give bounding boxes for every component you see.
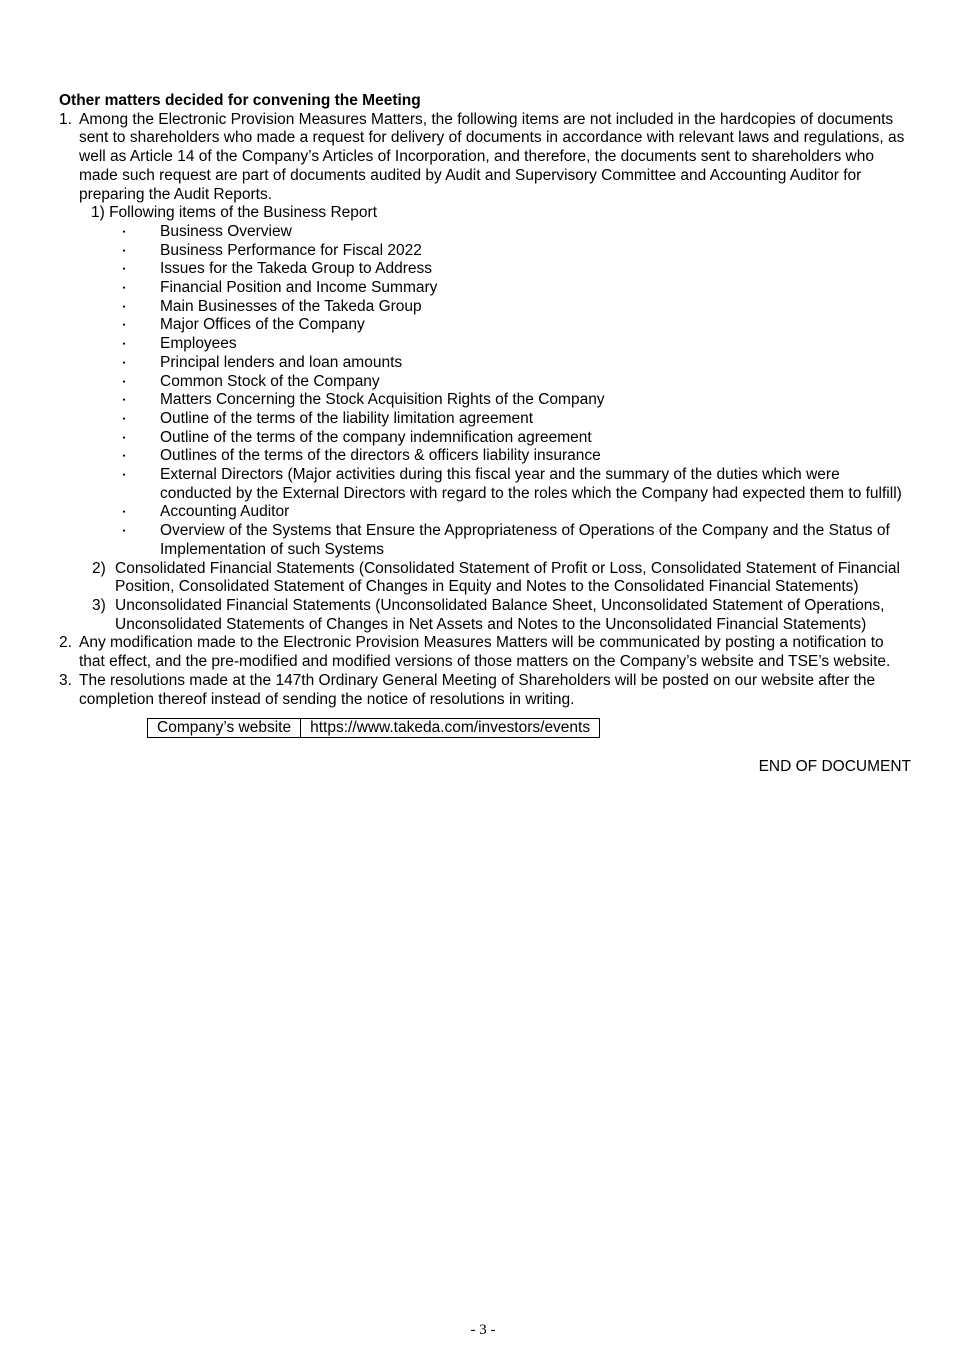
sub-item-number: 2) (92, 559, 106, 577)
item-number: 2. (59, 634, 72, 652)
section-heading: Other matters decided for convening the Meeting (59, 92, 421, 109)
bullet-dot-icon: ･ (121, 281, 128, 296)
item-number: 1. (59, 110, 72, 128)
sub-item-text: Consolidated Financial Statements (Consolidated Statement of Profit or Loss, Consolidated Statement of Financial Position, Consolidated Statement of Changes in Equity and Notes to the Consolidated Financial Statements) (115, 559, 900, 596)
bullet-item (59, 373, 911, 392)
item-text: The resolutions made at the 147th Ordinary General Meeting of Shareholders will be posted on our website after the completion thereof instead of sending the notice of resolutions in writing. (79, 671, 876, 708)
bullet-item (59, 242, 911, 261)
bullet-item (59, 522, 911, 559)
bullet-text: Business Performance for Fiscal 2022 (160, 241, 422, 259)
bullet-dot-icon: ･ (121, 262, 128, 277)
bullet-text: Financial Position and Income Summary (160, 279, 438, 297)
bullet-text: Matters Concerning the Stock Acquisition Rights of the Company (160, 391, 605, 409)
table-row (148, 719, 600, 738)
bullet-dot-icon: ･ (121, 243, 128, 258)
bullet-item (59, 391, 911, 410)
bullet-item (59, 260, 911, 279)
bullet-text: Main Businesses of the Takeda Group (160, 297, 422, 315)
bullet-text: Overview of the Systems that Ensure the Appropriateness of Operations of the Company and the Status of Implementation of such Systems (160, 522, 890, 558)
bullet-text: Outline of the terms of the company indemnification agreement (160, 428, 592, 446)
sub-item-1-intro: 1) Following items of the Business Report (91, 204, 378, 222)
sub-item-text: Unconsolidated Financial Statements (Unconsolidated Balance Sheet, Unconsolidated Statement of Operations, Unconsolidated Statements of Changes in Net Assets and Notes to the Unconsolidated Financial Statements) (115, 596, 885, 633)
bullet-text: Accounting Auditor (160, 503, 290, 521)
item-text: Any modification made to the Electronic Provision Measures Matters will be communicated by posting a notification to that effect, and the pre-modified and modified versions of those matters on the Company’s website and TSE’s website. (79, 634, 891, 671)
bullet-dot-icon: ･ (121, 374, 128, 389)
bullet-item (59, 354, 911, 373)
bullet-item (59, 279, 911, 298)
website-table (147, 718, 600, 738)
bullet-text: Issues for the Takeda Group to Address (160, 260, 432, 278)
page-number: - 3 - (470, 1322, 496, 1338)
bullet-text: Common Stock of the Company (160, 372, 380, 390)
business-report-items (59, 223, 911, 560)
bullet-dot-icon: ･ (121, 318, 128, 333)
bullet-dot-icon: ･ (121, 224, 128, 239)
bullet-item (59, 335, 911, 354)
bullet-item (59, 410, 911, 429)
bullet-item (59, 223, 911, 242)
bullet-text: Outline of the terms of the liability limitation agreement (160, 409, 534, 427)
bullet-dot-icon: ･ (121, 505, 128, 520)
bullet-dot-icon: ･ (121, 468, 128, 483)
bullet-text: External Directors (Major activities during this fiscal year and the summary of the duties which were conducted by the External Directors with regard to the roles which the Company had expected them to fulfill) (160, 466, 902, 502)
website-url-link[interactable]: https://www.takeda.com/investors/events (301, 719, 600, 738)
item-number: 3. (59, 671, 72, 689)
bullet-item (59, 429, 911, 448)
end-of-document: END OF DOCUMENT (758, 758, 911, 776)
list-item-1 (59, 111, 911, 205)
bullet-dot-icon: ･ (121, 299, 128, 314)
bullet-item (59, 316, 911, 335)
bullet-text: Business Overview (160, 222, 292, 240)
sub-item-2 (59, 560, 911, 597)
bullet-dot-icon: ･ (121, 337, 128, 352)
bullet-text: Employees (160, 335, 237, 353)
item-text: Among the Electronic Provision Measures Matters, the following items are not included in the hardcopies of documents sent to shareholders who made a request for delivery of documents in accordance with relevant laws and regulations, as well as Article 14 of the Company’s Articles of Incorporation, and therefore, the documents sent to shareholders who made such request are part of documents audited by Audit and Supervisory Committee and Accounting Auditor for preparing the Audit Reports. (79, 110, 905, 203)
list-item-2 (59, 634, 911, 671)
bullet-dot-icon: ･ (121, 393, 128, 408)
bullet-dot-icon: ･ (121, 524, 128, 539)
bullet-text: Principal lenders and loan amounts (160, 353, 403, 371)
bullet-dot-icon: ･ (121, 411, 128, 426)
bullet-item (59, 503, 911, 522)
sub-item-number: 3) (92, 596, 106, 614)
bullet-dot-icon: ･ (121, 355, 128, 370)
list-item-3 (59, 672, 911, 709)
bullet-item (59, 447, 911, 466)
bullet-item (59, 466, 911, 503)
bullet-dot-icon: ･ (121, 430, 128, 445)
website-label: Company’s website (148, 719, 301, 738)
document-page (59, 92, 911, 777)
bullet-text: Outlines of the terms of the directors & officers liability insurance (160, 447, 601, 465)
bullet-text: Major Offices of the Company (160, 316, 365, 334)
bullet-dot-icon: ･ (121, 449, 128, 464)
sub-item-3 (59, 597, 911, 634)
bullet-item (59, 298, 911, 317)
